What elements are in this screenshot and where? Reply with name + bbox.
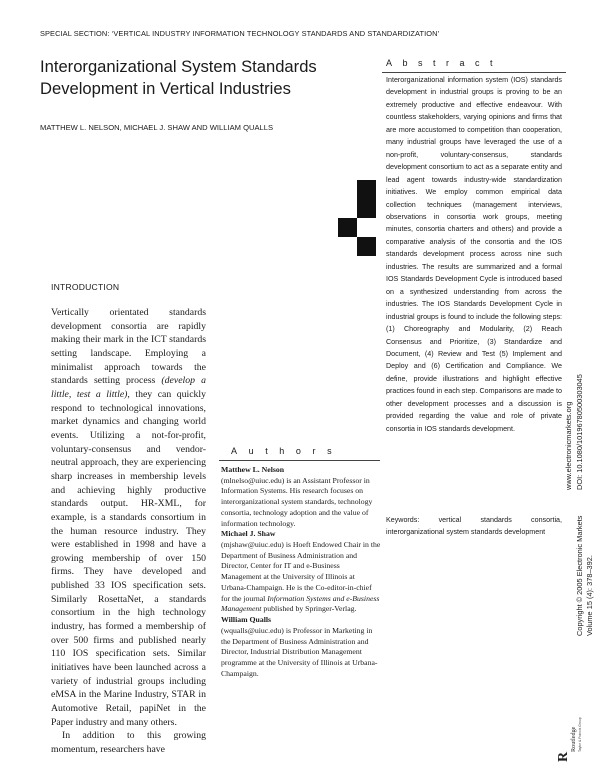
keywords-text: vertical standards consortia, interorganizational system standards development [386, 516, 563, 537]
author-bio [221, 529, 381, 615]
journal-name: Information Systems and e-Business Management [221, 593, 380, 614]
intro-italic-phrase: (develop a little, test a little) [51, 375, 206, 400]
author-bio-text: (mjshaw@uiuc.edu) is Hoeft Endowed Chair in the Department of Business Administration and Director, Center for IT and e-Business Management at the University of Illinois at Urbana-Champaign. He is the Co-editor-in-chief for the journal [221, 540, 381, 603]
abstract-divider [382, 72, 566, 73]
author-bio [221, 465, 381, 529]
authors-heading: Authors [231, 446, 344, 456]
author-bio-text: (mlnelso@uiuc.edu) is an Assistant Professor in Information Systems. His research focuses on interorganizational system standards, technology consortia, technology adoption and the value of information technology. [221, 475, 373, 528]
intro-text: Vertically orientated standards development consortia are rapidly making their mark in the ICT standards setting landscape. Employing a minimalist approach towards the standards setting process [51, 307, 206, 387]
website-text: www.electronicmarkets.org [564, 401, 573, 490]
introduction-paragraph-2: In addition to this growing momentum, researchers have [51, 730, 206, 755]
doi-text: DOI: 10.1080/10196780500303045 [575, 374, 584, 490]
article-title: Interorganizational System Standards Development in Vertical Industries [40, 57, 317, 98]
authors-divider [219, 460, 380, 461]
intro-text: , they can quickly respond to technological innovations, market dynamics and changing world events. Utilizing a not-for-profit, voluntary-consensus and vendor-neutral approach, they are experiencing sharp increases in membership levels and achieving highly productive standards output. HR-XML, for example, is a standards consortium in the human resource industry. They were established in 1998 and have a growing membership of over 150 firms. They have developed and published 33 IOS specification sets. Similarly RosettaNet, a standards consortium in the high technology industry, has formed a membership of over 500 firms and published nearly 110 IOS specification sets. Similar initiatives have been launched across a variety of industrial groups including eMSA in the Marine Industry, STAR in Automotive Retail, papiNet in the Paper industry and many others. [51, 388, 206, 728]
author-name: Matthew L. Nelson [221, 465, 285, 474]
author-bios [221, 465, 381, 679]
author-name: William Qualls [221, 615, 272, 625]
introduction-heading: INTRODUCTION [51, 282, 120, 292]
publisher-subname: Taylor & Francis Group [578, 717, 582, 752]
introduction-paragraph-1 [51, 306, 206, 729]
author-bio-text: (wqualls@uiuc.edu) is Professor in Marketing in the Department of Business Administration and Director, Industrial Distribution Management programme at the University of Illinois at Urbana-Champaign. [221, 625, 378, 678]
introduction-body [51, 306, 206, 757]
publisher-name: Routledge [570, 726, 577, 752]
keywords [386, 514, 562, 539]
author-line: MATTHEW L. NELSON, MICHAEL J. SHAW AND WILLIAM QUALLS [40, 123, 274, 132]
author-bio [221, 615, 381, 679]
abstract-heading: Abstract [386, 58, 504, 68]
author-name: Michael J. Shaw [221, 529, 276, 539]
section-label: SPECIAL SECTION: ‘VERTICAL INDUSTRY INFORMATION TECHNOLOGY STANDARDS AND STANDARDIZATION’ [40, 29, 440, 38]
keywords-label: Keywords: [386, 516, 420, 524]
publisher-logo [555, 700, 589, 764]
author-bio-text: published by Springer-Verlag. [261, 604, 357, 614]
volume-text: Volume 15 (4): 378–392. [585, 555, 594, 636]
publisher-r-glyph: R [556, 751, 571, 762]
abstract-text: Interorganizational information system (IOS) standards development in industrial groups is proving to be an extremely productive and effective endeavour. With countless stakeholders, varying opinions and firms that are more accustomed to competition than cooperation, many industrial groups have leveraged the use of a non-profit, voluntary-consensus, standards development consortium to act as a separate entity and lead agent towards industry-wide standardization initiatives. We employ common empirical data collection techniques (management interviews, observations in consortia work groups, meeting minutes, consortia charters and others) and provide a comparative analysis of the consortia and the IOS standards development process across nine such industries. The results are summarized and a formal IOS Standards Development Cycle is introduced based on a synthesized understanding from across the industries. The IOS Standards Development Cycle in industrial groups is found to include the following steps: (1) Choreography and Modularity, (2) Reach Consensus and Prioritize, (3) Standardize and Document, (4) Review and Test (5) Implement and Deploy and (6) Certification and Compliance. We define, provide illustrations and highlight effective practices found in each step. Comparisons are made to other development processes and a discussion is provided regarding the value and role of private consortia in IOS standards development. [386, 76, 562, 433]
copyright-text: Copyright © 2005 Electronic Markets [575, 515, 584, 636]
